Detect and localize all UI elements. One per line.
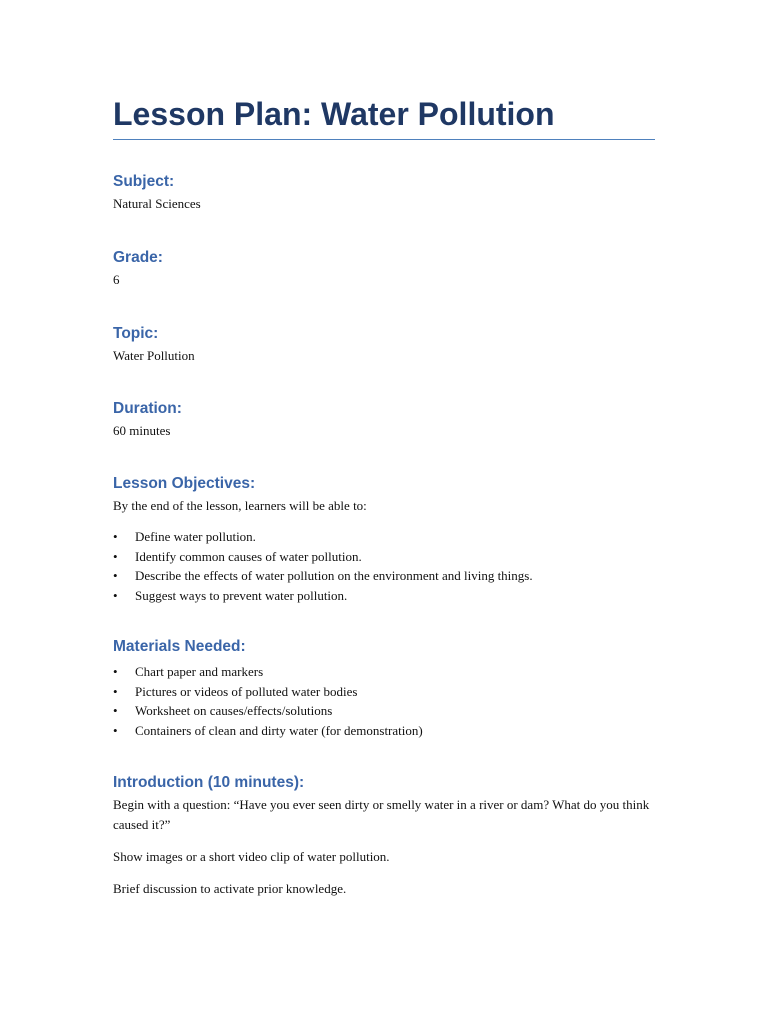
objectives-list [113, 527, 655, 605]
bullet-icon: • [113, 568, 118, 583]
duration-heading: Duration: [113, 400, 182, 417]
list-item [113, 682, 655, 702]
topic-value: Water Pollution [113, 348, 195, 363]
bullet-icon: • [113, 683, 118, 699]
duration-value: 60 minutes [113, 423, 171, 438]
grade-heading: Grade: [113, 249, 163, 266]
introduction-paragraph: Brief discussion to activate prior knowledge. [113, 881, 347, 896]
grade-value: 6 [113, 272, 120, 287]
bullet-icon: • [113, 722, 118, 738]
subject-heading: Subject: [113, 173, 175, 190]
objective-text: Identify common causes of water pollution. [135, 548, 362, 564]
objectives-intro: By the end of the lesson, learners will be able to: [113, 498, 367, 513]
topic-section [113, 324, 655, 366]
list-item [113, 662, 655, 682]
materials-list [113, 662, 655, 740]
introduction-heading: Introduction (10 minutes): [113, 774, 305, 791]
document-title: Lesson Plan: Water Pollution [113, 94, 655, 140]
list-item [113, 566, 655, 586]
objective-text: Describe the effects of water pollution on the environment and living things. [135, 568, 533, 583]
grade-section [113, 248, 655, 290]
list-item [113, 586, 655, 606]
list-item [113, 547, 655, 567]
document-page [113, 94, 655, 899]
material-text: Chart paper and markers [135, 664, 264, 679]
list-item [113, 701, 655, 721]
list-item [113, 721, 655, 741]
materials-section [113, 637, 655, 740]
objective-text: Define water pollution. [135, 529, 256, 544]
introduction-paragraph: Show images or a short video clip of water pollution. [113, 849, 390, 864]
material-text: Containers of clean and dirty water (for demonstration) [135, 722, 423, 738]
objective-text: Suggest ways to prevent water pollution. [135, 587, 348, 603]
topic-heading: Topic: [113, 325, 159, 342]
subject-value: Natural Sciences [113, 196, 201, 211]
introduction-paragraph: Begin with a question: “Have you ever seen dirty or smelly water in a river or dam? What do you think caused it?” [113, 797, 650, 832]
subject-section [113, 172, 655, 214]
bullet-icon: • [113, 664, 118, 679]
bullet-icon: • [113, 703, 118, 718]
list-item [113, 527, 655, 547]
material-text: Pictures or videos of polluted water bodies [135, 683, 358, 699]
introduction-section [113, 773, 655, 899]
bullet-icon: • [113, 548, 118, 564]
duration-section [113, 399, 655, 441]
bullet-icon: • [113, 529, 118, 544]
objectives-heading: Lesson Objectives: [113, 475, 256, 492]
material-text: Worksheet on causes/effects/solutions [135, 703, 333, 718]
objectives-section [113, 474, 655, 605]
materials-heading: Materials Needed: [113, 638, 246, 655]
bullet-icon: • [113, 587, 118, 603]
